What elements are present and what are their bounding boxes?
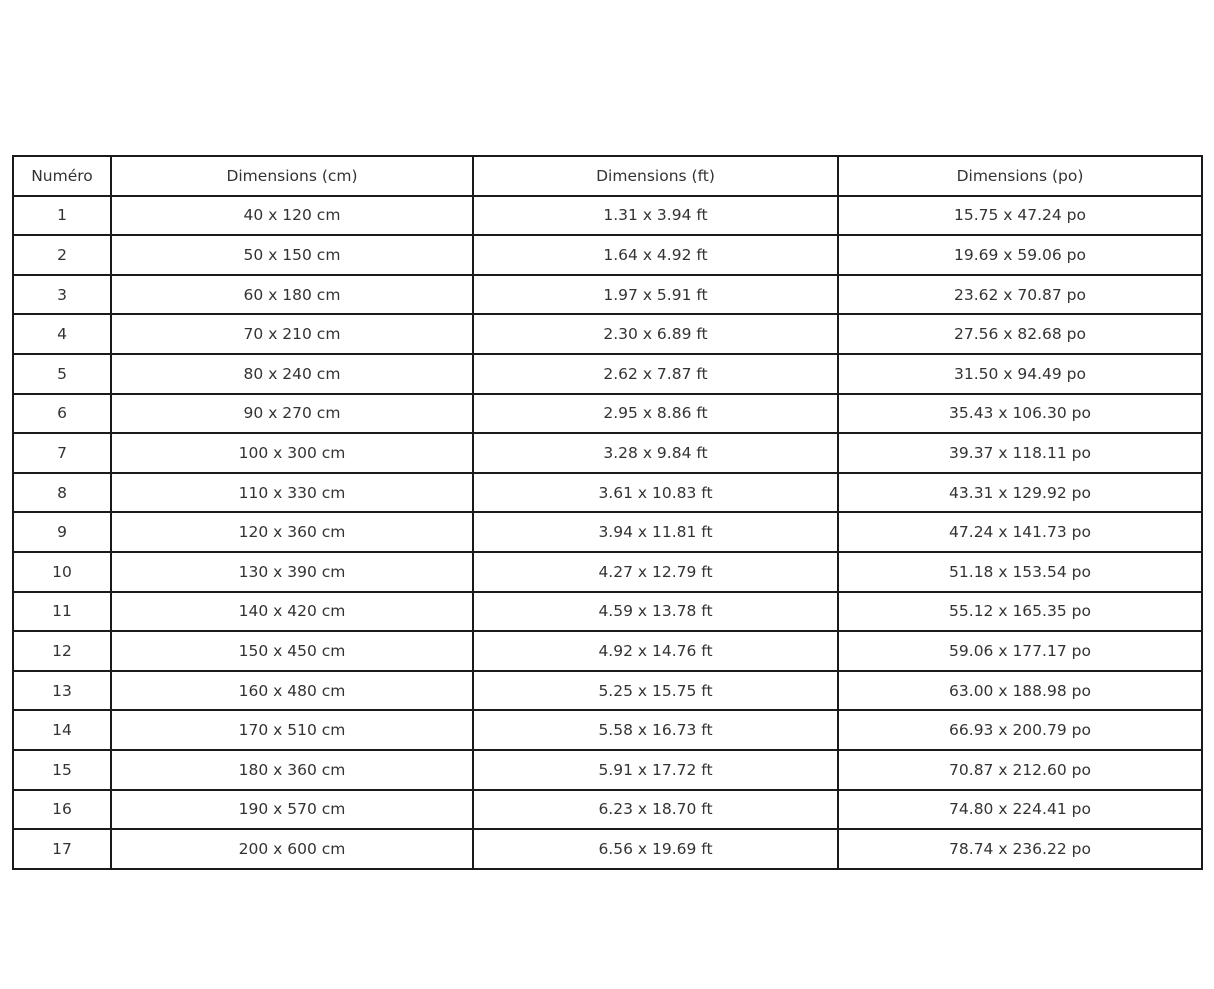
- cell-dimensions-po: 51.18 x 153.54 po: [838, 552, 1202, 592]
- cell-numero: 2: [13, 235, 111, 275]
- cell-dimensions-po: 39.37 x 118.11 po: [838, 433, 1202, 473]
- cell-dimensions-cm: 40 x 120 cm: [111, 196, 473, 236]
- cell-dimensions-ft: 4.59 x 13.78 ft: [473, 592, 838, 632]
- table-row: [13, 394, 1202, 434]
- cell-dimensions-ft: 3.28 x 9.84 ft: [473, 433, 838, 473]
- cell-dimensions-ft: 1.97 x 5.91 ft: [473, 275, 838, 315]
- cell-numero: 12: [13, 631, 111, 671]
- cell-dimensions-po: 15.75 x 47.24 po: [838, 196, 1202, 236]
- cell-dimensions-cm: 80 x 240 cm: [111, 354, 473, 394]
- cell-dimensions-ft: 6.56 x 19.69 ft: [473, 829, 838, 869]
- cell-dimensions-po: 55.12 x 165.35 po: [838, 592, 1202, 632]
- cell-dimensions-ft: 6.23 x 18.70 ft: [473, 790, 838, 830]
- cell-dimensions-cm: 190 x 570 cm: [111, 790, 473, 830]
- table-row: [13, 196, 1202, 236]
- cell-numero: 5: [13, 354, 111, 394]
- table-row: [13, 314, 1202, 354]
- cell-dimensions-cm: 90 x 270 cm: [111, 394, 473, 434]
- cell-dimensions-ft: 2.30 x 6.89 ft: [473, 314, 838, 354]
- cell-dimensions-po: 31.50 x 94.49 po: [838, 354, 1202, 394]
- cell-numero: 15: [13, 750, 111, 790]
- cell-dimensions-ft: 3.94 x 11.81 ft: [473, 512, 838, 552]
- table-body: [13, 196, 1202, 869]
- column-header-dimensions-po: Dimensions (po): [838, 156, 1202, 196]
- table-row: [13, 592, 1202, 632]
- cell-dimensions-po: 70.87 x 212.60 po: [838, 750, 1202, 790]
- cell-dimensions-ft: 3.61 x 10.83 ft: [473, 473, 838, 513]
- cell-dimensions-po: 47.24 x 141.73 po: [838, 512, 1202, 552]
- cell-dimensions-ft: 2.95 x 8.86 ft: [473, 394, 838, 434]
- cell-dimensions-po: 27.56 x 82.68 po: [838, 314, 1202, 354]
- cell-dimensions-po: 59.06 x 177.17 po: [838, 631, 1202, 671]
- cell-numero: 3: [13, 275, 111, 315]
- cell-dimensions-po: 78.74 x 236.22 po: [838, 829, 1202, 869]
- column-header-dimensions-cm: Dimensions (cm): [111, 156, 473, 196]
- cell-numero: 10: [13, 552, 111, 592]
- cell-dimensions-cm: 50 x 150 cm: [111, 235, 473, 275]
- table-row: [13, 671, 1202, 711]
- cell-dimensions-cm: 70 x 210 cm: [111, 314, 473, 354]
- cell-dimensions-ft: 4.27 x 12.79 ft: [473, 552, 838, 592]
- cell-dimensions-cm: 200 x 600 cm: [111, 829, 473, 869]
- cell-numero: 1: [13, 196, 111, 236]
- cell-dimensions-po: 74.80 x 224.41 po: [838, 790, 1202, 830]
- dimensions-conversion-table: [12, 155, 1203, 870]
- table-row: [13, 354, 1202, 394]
- cell-dimensions-ft: 5.25 x 15.75 ft: [473, 671, 838, 711]
- cell-dimensions-cm: 110 x 330 cm: [111, 473, 473, 513]
- cell-dimensions-cm: 150 x 450 cm: [111, 631, 473, 671]
- cell-numero: 9: [13, 512, 111, 552]
- cell-dimensions-ft: 5.58 x 16.73 ft: [473, 710, 838, 750]
- cell-dimensions-cm: 180 x 360 cm: [111, 750, 473, 790]
- table-row: [13, 710, 1202, 750]
- cell-dimensions-ft: 1.64 x 4.92 ft: [473, 235, 838, 275]
- cell-dimensions-cm: 160 x 480 cm: [111, 671, 473, 711]
- cell-dimensions-cm: 100 x 300 cm: [111, 433, 473, 473]
- cell-numero: 4: [13, 314, 111, 354]
- cell-dimensions-cm: 170 x 510 cm: [111, 710, 473, 750]
- cell-dimensions-ft: 1.31 x 3.94 ft: [473, 196, 838, 236]
- cell-numero: 6: [13, 394, 111, 434]
- cell-dimensions-po: 66.93 x 200.79 po: [838, 710, 1202, 750]
- cell-numero: 13: [13, 671, 111, 711]
- cell-dimensions-ft: 4.92 x 14.76 ft: [473, 631, 838, 671]
- table-row: [13, 552, 1202, 592]
- cell-numero: 17: [13, 829, 111, 869]
- table-row: [13, 829, 1202, 869]
- cell-dimensions-cm: 140 x 420 cm: [111, 592, 473, 632]
- table-row: [13, 750, 1202, 790]
- cell-dimensions-cm: 130 x 390 cm: [111, 552, 473, 592]
- header-row: [13, 156, 1202, 196]
- cell-numero: 7: [13, 433, 111, 473]
- table-row: [13, 433, 1202, 473]
- table-row: [13, 512, 1202, 552]
- cell-dimensions-po: 19.69 x 59.06 po: [838, 235, 1202, 275]
- table-row: [13, 473, 1202, 513]
- cell-numero: 11: [13, 592, 111, 632]
- column-header-numero: Numéro: [13, 156, 111, 196]
- cell-numero: 8: [13, 473, 111, 513]
- table-row: [13, 631, 1202, 671]
- cell-dimensions-po: 23.62 x 70.87 po: [838, 275, 1202, 315]
- cell-dimensions-po: 43.31 x 129.92 po: [838, 473, 1202, 513]
- cell-dimensions-cm: 60 x 180 cm: [111, 275, 473, 315]
- cell-dimensions-po: 63.00 x 188.98 po: [838, 671, 1202, 711]
- table-row: [13, 790, 1202, 830]
- column-header-dimensions-ft: Dimensions (ft): [473, 156, 838, 196]
- cell-dimensions-po: 35.43 x 106.30 po: [838, 394, 1202, 434]
- cell-dimensions-ft: 2.62 x 7.87 ft: [473, 354, 838, 394]
- table-header-row: [13, 156, 1202, 196]
- cell-dimensions-ft: 5.91 x 17.72 ft: [473, 750, 838, 790]
- table-row: [13, 235, 1202, 275]
- cell-dimensions-cm: 120 x 360 cm: [111, 512, 473, 552]
- cell-numero: 14: [13, 710, 111, 750]
- table-row: [13, 275, 1202, 315]
- cell-numero: 16: [13, 790, 111, 830]
